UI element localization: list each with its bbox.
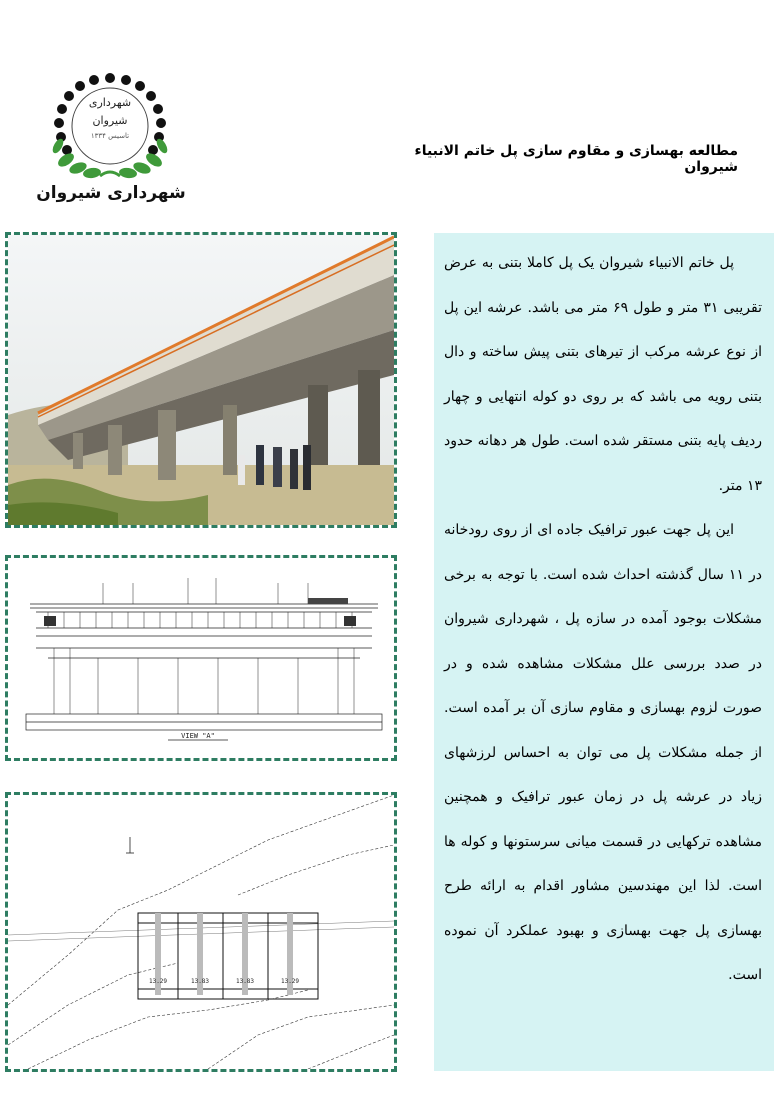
- elevation-drawing: [8, 558, 394, 758]
- description-paragraph: پل خاتم الانبیاء شیروان یک پل کاملا بتنی به عرض تقریبی ۳۱ متر و طول ۶۹ متر می باشد. عرشه این پل از نوع عرشه مرکب از تیرهای بتنی پیش ساخته و دال بتنی رویه می باشد که بر روی دو کوله انتهایی و چهار ردیف پایه بتنی مستقر شده است. طول هر دهانه حدود ۱۳ متر.: [444, 255, 762, 494]
- plan-drawing-frame: [5, 792, 397, 1072]
- page-title: مطالعه بهسازی و مقاوم سازی پل خاتم الانبیاء شیروان: [414, 143, 738, 175]
- bridge-photo: [8, 235, 394, 525]
- elevation-view-label: VIEW "A": [181, 732, 215, 740]
- logo-line-1: شهرداری: [88, 96, 132, 109]
- logo-inner-text: [74, 94, 146, 142]
- plan-drawing: [8, 795, 394, 1069]
- plan-span-label: 13.29: [280, 978, 300, 985]
- logo-year: تاسیس ۱۳۳۴: [90, 132, 130, 140]
- description-paragraph: این پل جهت عبور ترافیک جاده ای از روی رودخانه در ۱۱ سال گذشته احداث شده است. با توجه به برخی مشکلات بوجود آمده در سازه پل ، شهرداری شیروان در صدد بررسی علل مشکلات مشاهده شده و در صورت لزوم بهسازی و مقاوم سازی آن بر آمده است. از جمله مشکلات پل می توان به احساس لرزشهای زیاد در عرشه پل در زمان عبور ترافیک و همچنین مشاهده ترکهایی در قسمت میانی سرستونها و کوله ها است. لذا این مهندسین مشاور اقدام به ارائه طرح بهسازی پل جهت بهسازی و بهبود عملکرد آن نموده است.: [444, 522, 762, 983]
- description-panel: [434, 233, 774, 1071]
- plan-span-label: 13.29: [148, 978, 168, 985]
- logo-caption: شهرداری شیروان: [36, 183, 186, 203]
- elevation-drawing-frame: [5, 555, 397, 761]
- plan-span-label: 13.83: [190, 978, 210, 985]
- bridge-photo-frame: [5, 232, 397, 528]
- plan-span-label: 13.83: [235, 978, 255, 985]
- logo-line-2: شیروان: [92, 114, 128, 127]
